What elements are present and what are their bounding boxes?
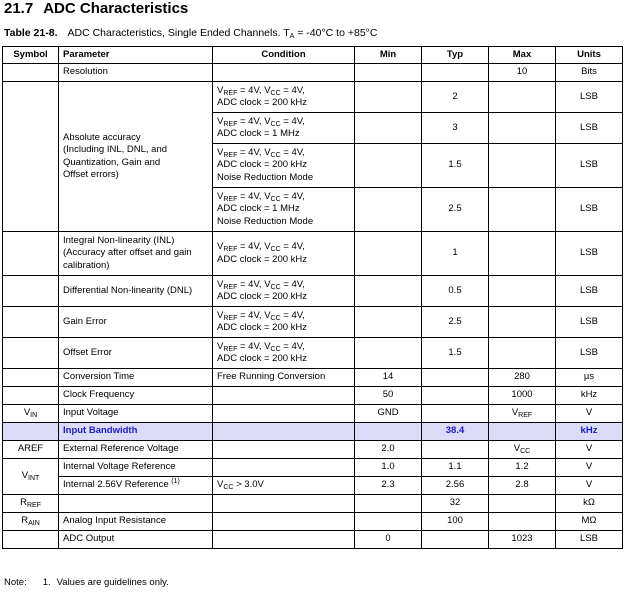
- table-row: ADC Output 0 1023 LSB: [3, 531, 623, 549]
- table-row: $R_{AIN}$ Analog Input Resistance 100 MΩ: [3, 513, 623, 531]
- table-row: Gain Error $V_{REF} = 4V$, $V_{CC} = 4V$, ADC clock = 200 kHz 2.5 LSB: [3, 307, 623, 338]
- header-min: Min: [355, 47, 422, 64]
- condition-cell: $V_{REF} = 4V$, $V_{CC} = 4V$, ADC clock = 1 MHz: [213, 113, 355, 144]
- table-row: $V_{INT}$ Internal Voltage Reference 1.0 1.1 1.2 V: [3, 459, 623, 477]
- header-condition: Condition: [213, 47, 355, 64]
- header-parameter: Parameter: [59, 47, 213, 64]
- section-number: 21.7: [4, 0, 34, 17]
- table-row: Conversion Time Free Running Conversion 14 280 µs: [3, 369, 623, 387]
- header-units: Units: [556, 47, 623, 64]
- condition-cell: $V_{REF} = 4V$, $V_{CC} = 4V$, ADC clock = 200 kHz: [213, 82, 355, 113]
- condition-cell: $V_{REF} = 4V$, $V_{CC} = 4V$, ADC clock = 200 kHz Noise Reduction Mode: [213, 144, 355, 188]
- adc-characteristics-table: [2, 46, 623, 549]
- symbol-rain: $R_{AIN}$: [3, 513, 59, 531]
- table-row: AREF External Reference Voltage 2.0 $V_{CC}$ V: [3, 441, 623, 459]
- table-row: $V_{REF} = 4V$, $V_{CC} = 4V$, ADC clock = 200 kHz Noise Reduction Mode 1.5 LSB: [3, 144, 623, 188]
- table-row: Resolution 10 Bits: [3, 64, 623, 82]
- symbol-vint: $V_{INT}$: [3, 459, 59, 495]
- condition-cell: $V_{REF} = 4V$, $V_{CC} = 4V$, ADC clock = 200 kHz: [213, 338, 355, 369]
- symbol-vin: $V_{IN}$: [3, 405, 59, 423]
- header-row: [3, 47, 623, 64]
- condition-cell: $V_{REF} = 4V$, $V_{CC} = 4V$, ADC clock = 200 kHz: [213, 276, 355, 307]
- table-caption: Table 21-8. ADC Characteristics, Single Ended Channels. $T_A = -40^\circ C$ to +85°C: [4, 27, 378, 40]
- table-row: $R_{REF}$ 32 kΩ: [3, 495, 623, 513]
- header-typ: Typ: [422, 47, 489, 64]
- table-row: $V_{REF} = 4V$, $V_{CC} = 4V$, ADC clock = 1 MHz Noise Reduction Mode 2.5 LSB: [3, 188, 623, 232]
- section-heading: ADC Characteristics: [43, 0, 189, 17]
- table-row: Absolute accuracy (Including INL, DNL, and Quantization, Gain and Offset errors) $V_{REF} = 4V$, $V_{CC} = 4V$, ADC clock = 200 kHz 2 LSB: [3, 82, 623, 113]
- condition-cell: $V_{REF} = 4V$, $V_{CC} = 4V$, ADC clock = 1 MHz Noise Reduction Mode: [213, 188, 355, 232]
- table-row: Clock Frequency 50 1000 kHz: [3, 387, 623, 405]
- table-row: Internal 2.56V Reference $^{(1)}$ $V_{CC} > 3.0V$ 2.3 2.56 2.8 V: [3, 477, 623, 495]
- absolute-accuracy-parameter: Absolute accuracy (Including INL, DNL, and Quantization, Gain and Offset errors): [59, 82, 213, 232]
- table-row: Integral Non-linearity (INL) (Accuracy after offset and gain calibration) $V_{REF} = 4V$, $V_{CC} = 4V$, ADC clock = 200 kHz 1 LSB: [3, 232, 623, 276]
- table-row-highlighted: Input Bandwidth 38.4 kHz: [3, 423, 623, 441]
- condition-cell: $V_{REF} = 4V$, $V_{CC} = 4V$, ADC clock = 200 kHz: [213, 232, 355, 276]
- table-row: Differential Non-linearity (DNL) $V_{REF} = 4V$, $V_{CC} = 4V$, ADC clock = 200 kHz 0.5 LSB: [3, 276, 623, 307]
- table-row: Offset Error $V_{REF} = 4V$, $V_{CC} = 4V$, ADC clock = 200 kHz 1.5 LSB: [3, 338, 623, 369]
- header-max: Max: [489, 47, 556, 64]
- symbol-rref: $R_{REF}$: [3, 495, 59, 513]
- table-caption-label: Table 21-8.: [4, 27, 58, 39]
- table-row: $V_{REF} = 4V$, $V_{CC} = 4V$, ADC clock = 1 MHz 3 LSB: [3, 113, 623, 144]
- table-row: $V_{IN}$ Input Voltage GND $V_{REF}$ V: [3, 405, 623, 423]
- condition-cell: $V_{REF} = 4V$, $V_{CC} = 4V$, ADC clock = 200 kHz: [213, 307, 355, 338]
- table-note: Note: 1. Values are guidelines only.: [4, 577, 169, 588]
- section-title: [4, 0, 188, 17]
- header-symbol: Symbol: [3, 47, 59, 64]
